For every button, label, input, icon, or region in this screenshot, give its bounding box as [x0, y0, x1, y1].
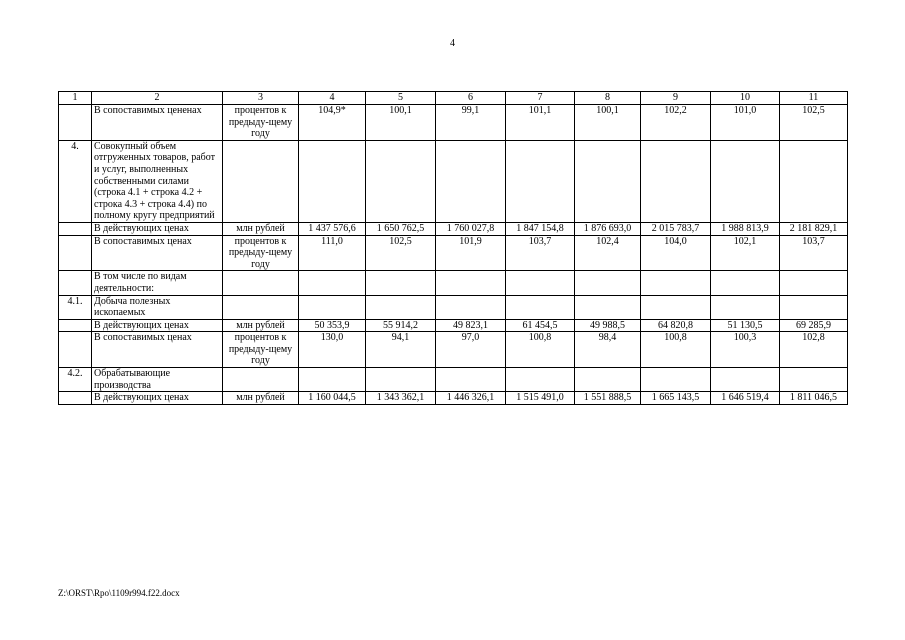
- table-row: [59, 332, 848, 368]
- value-cell: [575, 368, 641, 392]
- column-header: 1: [59, 92, 92, 105]
- value-cell: 99,1: [436, 105, 506, 141]
- value-cell: 1 988 813,9: [711, 222, 780, 235]
- column-number-row: [59, 92, 848, 105]
- value-cell: [780, 271, 848, 295]
- indicator-label-cell: В том числе по видам деятельности:: [92, 271, 223, 295]
- unit-cell: млн рублей: [223, 222, 299, 235]
- value-cell: 104,9*: [299, 105, 366, 141]
- value-cell: [366, 295, 436, 319]
- value-cell: 64 820,8: [641, 319, 711, 332]
- value-cell: [641, 295, 711, 319]
- value-cell: 49 823,1: [436, 319, 506, 332]
- unit-cell: млн рублей: [223, 392, 299, 405]
- value-cell: [641, 271, 711, 295]
- value-cell: [366, 368, 436, 392]
- column-header: 10: [711, 92, 780, 105]
- value-cell: 50 353,9: [299, 319, 366, 332]
- value-cell: 102,4: [575, 235, 641, 271]
- unit-cell: процентов к предыду-щему году: [223, 105, 299, 141]
- column-header: 11: [780, 92, 848, 105]
- value-cell: 1 551 888,5: [575, 392, 641, 405]
- value-cell: [299, 140, 366, 222]
- value-cell: 100,8: [641, 332, 711, 368]
- value-cell: [575, 295, 641, 319]
- value-cell: 1 343 362,1: [366, 392, 436, 405]
- value-cell: 102,1: [711, 235, 780, 271]
- row-number-cell: [59, 105, 92, 141]
- value-cell: 111,0: [299, 235, 366, 271]
- value-cell: 49 988,5: [575, 319, 641, 332]
- value-cell: [575, 271, 641, 295]
- unit-cell: [223, 295, 299, 319]
- value-cell: 102,5: [780, 105, 848, 141]
- value-cell: [711, 368, 780, 392]
- indicator-label-cell: В действующих ценах: [92, 222, 223, 235]
- table-row: [59, 105, 848, 141]
- column-header: 5: [366, 92, 436, 105]
- column-header: 4: [299, 92, 366, 105]
- column-header: 2: [92, 92, 223, 105]
- value-cell: 1 665 143,5: [641, 392, 711, 405]
- value-cell: 102,8: [780, 332, 848, 368]
- value-cell: 2 015 783,7: [641, 222, 711, 235]
- indicator-label-cell: Совокупный объем отгруженных товаров, работ и услуг, выполненных собственными силами (строка 4.1 + строка 4.2 + строка 4.3 + строка 4.4) по полному кругу предприятий: [92, 140, 223, 222]
- table-row: [59, 295, 848, 319]
- value-cell: 100,3: [711, 332, 780, 368]
- indicator-label-cell: В сопоставимых ценах: [92, 235, 223, 271]
- table-row: [59, 319, 848, 332]
- unit-cell: процентов к предыду-щему году: [223, 235, 299, 271]
- indicator-label-cell: Обрабатывающие производства: [92, 368, 223, 392]
- row-number-cell: [59, 319, 92, 332]
- value-cell: 51 130,5: [711, 319, 780, 332]
- value-cell: [711, 271, 780, 295]
- table-row: [59, 222, 848, 235]
- file-path-footer: Z:\ORST\Rpo\1109r994.f22.docx: [58, 588, 180, 598]
- value-cell: 1 847 154,8: [506, 222, 575, 235]
- row-number-cell: 4.1.: [59, 295, 92, 319]
- column-header: 3: [223, 92, 299, 105]
- value-cell: [780, 295, 848, 319]
- value-cell: [575, 140, 641, 222]
- value-cell: [436, 140, 506, 222]
- indicator-label-cell: В сопоставимых ценах: [92, 332, 223, 368]
- value-cell: 1 811 046,5: [780, 392, 848, 405]
- value-cell: 55 914,2: [366, 319, 436, 332]
- unit-cell: [223, 368, 299, 392]
- table-row: [59, 368, 848, 392]
- table-row: [59, 140, 848, 222]
- indicator-label-cell: В действующих ценах: [92, 319, 223, 332]
- table-row: [59, 392, 848, 405]
- value-cell: [506, 271, 575, 295]
- value-cell: 100,1: [575, 105, 641, 141]
- value-cell: 104,0: [641, 235, 711, 271]
- value-cell: [366, 271, 436, 295]
- indicator-label-cell: В действующих ценах: [92, 392, 223, 405]
- value-cell: 130,0: [299, 332, 366, 368]
- value-cell: [299, 368, 366, 392]
- value-cell: [711, 295, 780, 319]
- value-cell: 1 650 762,5: [366, 222, 436, 235]
- value-cell: [780, 368, 848, 392]
- value-cell: [436, 271, 506, 295]
- row-number-cell: [59, 332, 92, 368]
- indicator-label-cell: Добыча полезных ископаемых: [92, 295, 223, 319]
- value-cell: 102,2: [641, 105, 711, 141]
- statistics-table: [58, 91, 848, 405]
- unit-cell: [223, 271, 299, 295]
- indicator-label-cell: В сопоставимых цененах: [92, 105, 223, 141]
- value-cell: 103,7: [780, 235, 848, 271]
- value-cell: [780, 140, 848, 222]
- value-cell: [299, 295, 366, 319]
- value-cell: [506, 295, 575, 319]
- value-cell: 1 646 519,4: [711, 392, 780, 405]
- value-cell: [506, 368, 575, 392]
- value-cell: 101,9: [436, 235, 506, 271]
- value-cell: 102,5: [366, 235, 436, 271]
- value-cell: [641, 140, 711, 222]
- unit-cell: млн рублей: [223, 319, 299, 332]
- row-number-cell: [59, 271, 92, 295]
- unit-cell: [223, 140, 299, 222]
- value-cell: [711, 140, 780, 222]
- value-cell: 1 760 027,8: [436, 222, 506, 235]
- value-cell: [436, 295, 506, 319]
- value-cell: 98,4: [575, 332, 641, 368]
- value-cell: [506, 140, 575, 222]
- value-cell: 1 437 576,6: [299, 222, 366, 235]
- value-cell: 1 515 491,0: [506, 392, 575, 405]
- value-cell: [641, 368, 711, 392]
- row-number-cell: [59, 392, 92, 405]
- value-cell: 103,7: [506, 235, 575, 271]
- row-number-cell: 4.2.: [59, 368, 92, 392]
- value-cell: 2 181 829,1: [780, 222, 848, 235]
- row-number-cell: [59, 235, 92, 271]
- value-cell: [366, 140, 436, 222]
- table-row: [59, 271, 848, 295]
- value-cell: 100,1: [366, 105, 436, 141]
- value-cell: [436, 368, 506, 392]
- column-header: 8: [575, 92, 641, 105]
- column-header: 7: [506, 92, 575, 105]
- value-cell: 61 454,5: [506, 319, 575, 332]
- value-cell: 100,8: [506, 332, 575, 368]
- page-number: 4: [450, 38, 455, 49]
- value-cell: 1 160 044,5: [299, 392, 366, 405]
- value-cell: 1 876 693,0: [575, 222, 641, 235]
- value-cell: 94,1: [366, 332, 436, 368]
- column-header: 9: [641, 92, 711, 105]
- value-cell: 101,1: [506, 105, 575, 141]
- value-cell: [299, 271, 366, 295]
- column-header: 6: [436, 92, 506, 105]
- row-number-cell: [59, 222, 92, 235]
- value-cell: 97,0: [436, 332, 506, 368]
- table-row: [59, 235, 848, 271]
- value-cell: 101,0: [711, 105, 780, 141]
- row-number-cell: 4.: [59, 140, 92, 222]
- unit-cell: процентов к предыду-щему году: [223, 332, 299, 368]
- value-cell: 69 285,9: [780, 319, 848, 332]
- value-cell: 1 446 326,1: [436, 392, 506, 405]
